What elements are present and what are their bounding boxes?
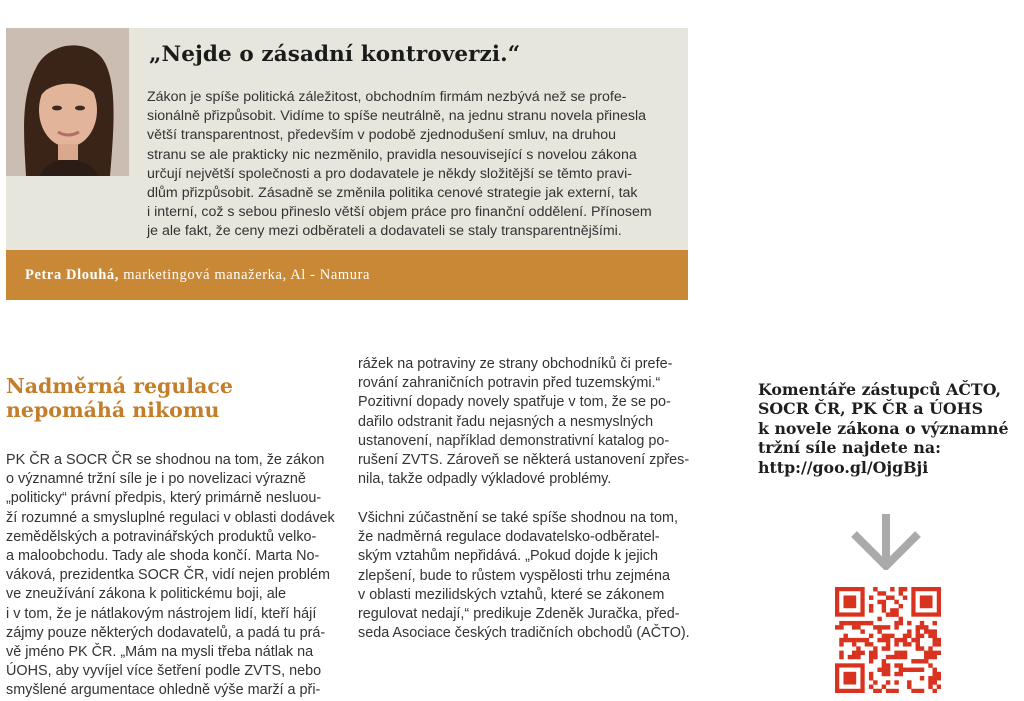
text-line: rování zahraničních potravin před tuzemskými.“	[358, 375, 661, 392]
text-line: Všichni zúčastnění se také spíše shodnou na tom,	[358, 510, 678, 526]
sidebar-link[interactable]: http://goo.gl/OjgBji	[758, 457, 929, 477]
quote-line: stranu se ale prakticky nic nezměnilo, pravidla nesouvisející s novelou zákona	[147, 146, 637, 163]
quote-line: dlům přizpůsobit. Zásadně se změnila politika cenové strategie jak externí, tak	[147, 185, 638, 202]
qr-code-icon[interactable]	[835, 587, 941, 693]
quote-line: sionálně přizpůsobit. Vidíme to spíše neutrálně, na jednu stranu novela přinesla	[147, 108, 646, 125]
article-column-middle-part-2	[358, 509, 690, 643]
quote-line: je ale fakt, že ceny mezi odběrateli a dodavateli se staly transparentnějšími.	[147, 223, 622, 240]
text-line: váková, prezidentka SOCR ČR, vidí nejen problém	[6, 567, 330, 584]
author-name: Petra Dlouhá,	[25, 267, 119, 283]
quote-line: větší transparentnost, především v podobě zjednodušení smluv, na druhou	[147, 127, 616, 144]
headline-line: nepomáhá nikomu	[6, 398, 220, 422]
headline-line: Nadměrná regulace	[6, 374, 233, 398]
sidebar-line: Komentáře zástupců AČTO,	[758, 380, 1002, 399]
author-credit	[25, 267, 370, 284]
text-line: seda Asociace českých tradičních obchodů (AČTO).	[358, 625, 690, 642]
sidebar-note	[758, 380, 1009, 477]
quote-line: určují největší společnosti a pro dodavatele je někdy složitější se těmto pravi-	[147, 165, 632, 182]
article-column-left	[6, 451, 336, 701]
text-line: smyšlené argumentace ohledně výše marží a při-	[6, 682, 321, 699]
author-bar	[6, 250, 688, 300]
text-line: vě jméno PK ČR. „Mám na mysli třeba nátlak na	[6, 644, 314, 661]
sidebar-line: SOCR ČR, PK ČR a ÚOHS	[758, 399, 983, 419]
text-line: že nadměrná regulace dodavatelsko-odběratel-	[358, 529, 660, 546]
text-line: ským vztahům nepřidává. „Pokud dojde k jejich	[358, 548, 658, 565]
text-line: „politicky“ právní předpis, který primárně nesluou-	[6, 490, 322, 507]
text-line: o významné tržní síle je i po novelizaci výrazně	[6, 471, 306, 488]
arrow-down-icon	[846, 512, 926, 570]
quote-line: Zákon je spíše politická záležitost, obchodním firmám nezbývá než se profe-	[147, 89, 627, 105]
text-line: a maloobchodu. Tady ale shoda končí. Marta No-	[6, 548, 320, 565]
author-portrait	[6, 28, 129, 176]
article-headline	[6, 374, 233, 422]
text-line: zemědělských a potravinářských produktů velko-	[6, 528, 317, 545]
text-line: nila, takže odpadly výkladové problémy.	[358, 471, 612, 488]
text-line: PK ČR a SOCR ČR se shodnou na tom, že zákon	[6, 452, 325, 468]
text-line: regulovat nedají,“ predikuje Zdeněk Juračka, před-	[358, 606, 680, 623]
text-line: rážek na potraviny ze strany obchodníků či prefe-	[358, 356, 673, 372]
quote-title: „Nejde o zásadní kontroverzi.“	[149, 42, 521, 67]
sidebar-line: k novele zákona o významné	[758, 418, 1009, 438]
text-line: ÚOHS, aby vyvíjel více šetření podle ZVTS, nebo	[6, 663, 322, 680]
article-column-middle-part-1	[358, 355, 690, 489]
text-line: dařilo odstranit řadu nejasných a nesmyslných	[358, 413, 654, 430]
quote-text	[147, 88, 677, 242]
quote-box	[6, 28, 688, 250]
text-line: ve zneužívání zákona k politickému boji, ale	[6, 586, 286, 603]
text-line: zájmy pouze některých dodavatelů, a padá tu prá-	[6, 624, 326, 641]
text-line: zlepšení, bude to růstem vyspělosti trhu zejména	[358, 567, 670, 584]
text-line: rušení ZVTS. Zároveň se některá ustanovení zpřes-	[358, 452, 690, 469]
text-line: ží rozumné a smysluplné regulaci v oblasti dodávek	[6, 509, 335, 526]
text-line: v oblasti mezilidských vztahů, které se zákonem	[358, 586, 665, 603]
portrait-image	[6, 28, 129, 176]
sidebar-line: tržní síle najdete na:	[758, 438, 941, 458]
text-line: i v tom, že je nátlakovým nástrojem lidí, kteří hájí	[6, 605, 317, 622]
quote-line: i interní, což s sebou přineslo větší objem práce pro finanční oddělení. Přínosem	[147, 204, 652, 221]
text-line: Pozitivní dopady novely spatřuje v tom, že se po-	[358, 394, 671, 411]
author-role: marketingová manažerka, Al - Namura	[119, 267, 371, 283]
text-line: ustanovení, například demonstrativní katalog po-	[358, 432, 670, 449]
